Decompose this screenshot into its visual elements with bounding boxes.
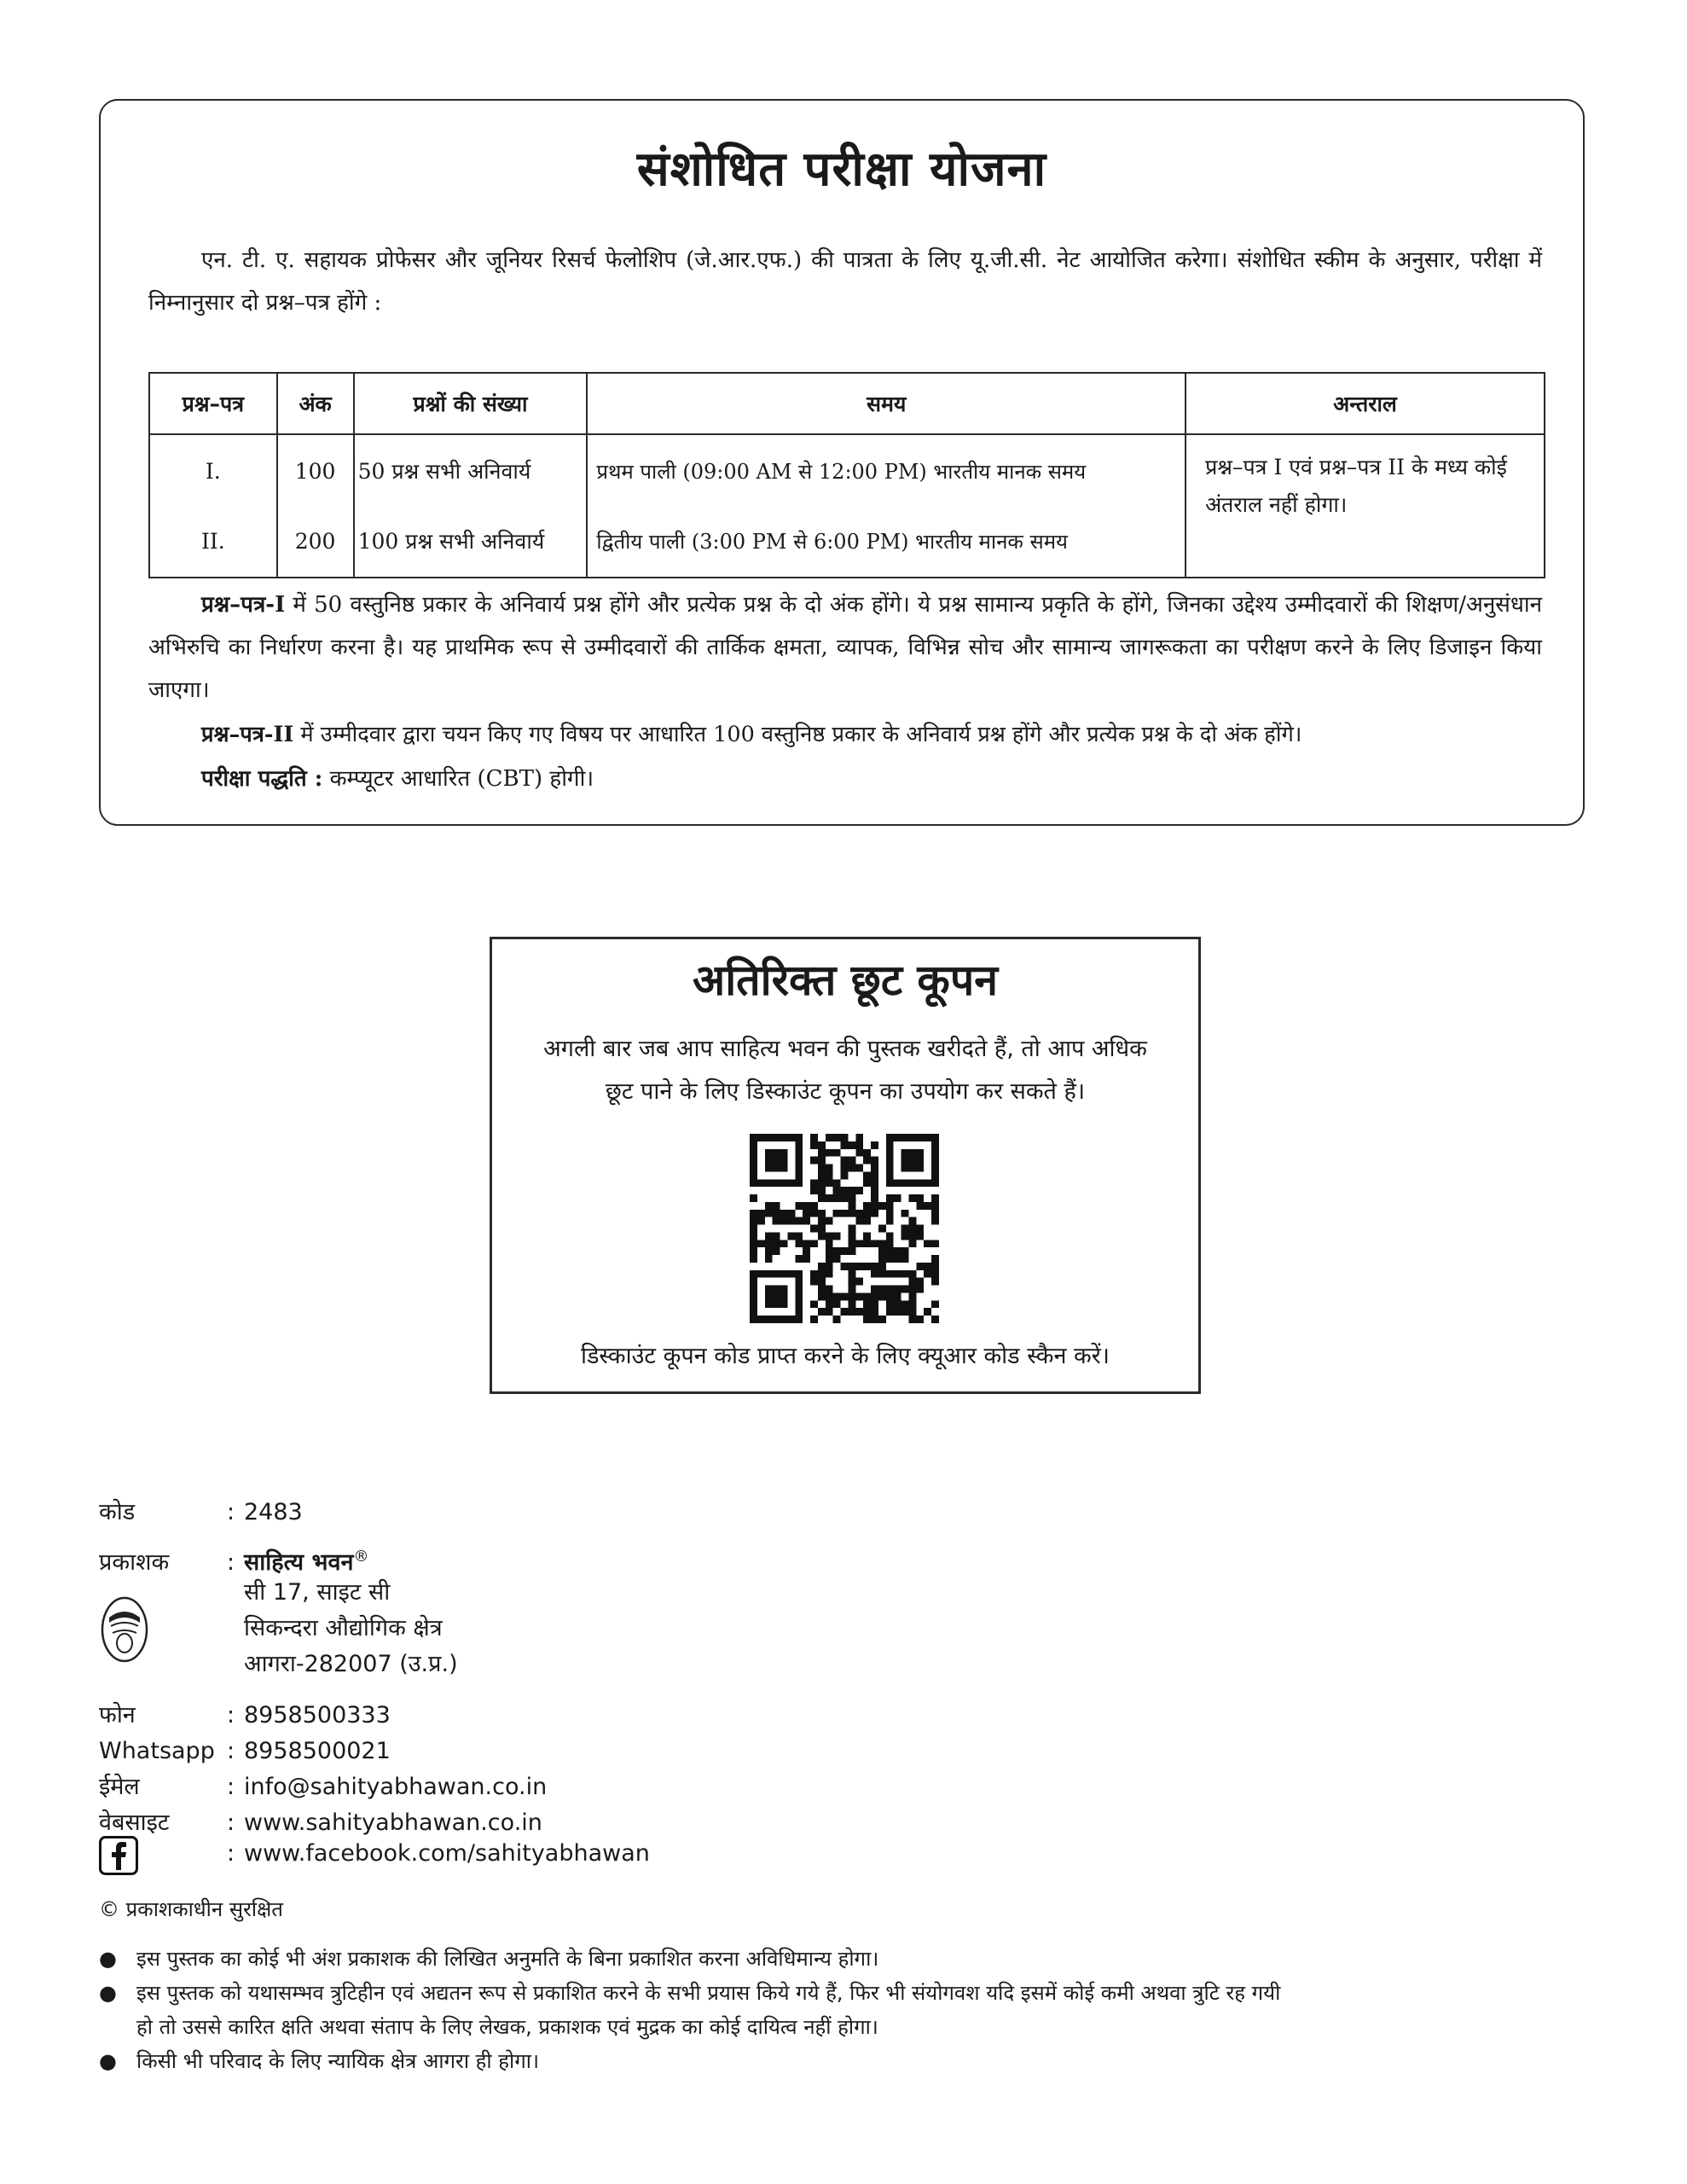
marks-1: 100 bbox=[294, 459, 336, 484]
time-2: द्वितीय पाली (3:00 PM से 6:00 PM) भारतीय मानक समय bbox=[596, 530, 1068, 554]
marks-cell bbox=[277, 434, 354, 578]
website-row: वेबसाइट : www.sahityabhawan.co.in bbox=[99, 1805, 542, 1841]
publisher-logo-icon bbox=[101, 1595, 148, 1664]
publisher-row: प्रकाशक : साहित्य भवन® bbox=[99, 1539, 368, 1581]
address-line-2: सिकन्दरा औद्योगिक क्षेत्र bbox=[244, 1615, 443, 1641]
whatsapp-row: Whatsapp : 8958500021 bbox=[99, 1734, 391, 1769]
notice-item bbox=[99, 1976, 1293, 2044]
header-time: समय bbox=[587, 373, 1186, 434]
scheme-intro: एन. टी. ए. सहायक प्रोफेसर और जूनियर रिसर्च फेलोशिप (जे.आर.एफ.) की पात्रता के लिए यू.जी.सी. नेट आयोजित करेगा। संशोधित स्कीम के अनुसार, परीक्षा में निम्नानुसार दो प्रश्न–पत्र होंगे : bbox=[148, 247, 1542, 316]
header-questions: प्रश्नों की संख्या bbox=[354, 373, 588, 434]
coupon-title: अतिरिक्त छूट कूपन bbox=[693, 956, 998, 1005]
notice-text-1: इस पुस्तक का कोई भी अंश प्रकाशक की लिखित अनुमति के बिना प्रकाशित करना अविधिमान्य होगा। bbox=[136, 1947, 879, 1971]
notice-item bbox=[99, 2044, 1293, 2078]
paper-2: II. bbox=[200, 529, 225, 554]
exam-table bbox=[148, 372, 1545, 578]
paper1-label: प्रश्न–पत्र bbox=[201, 592, 266, 618]
bullet-icon: ● bbox=[99, 1947, 117, 1971]
questions-2: 100 प्रश्न सभी अनिवार्य bbox=[357, 529, 545, 554]
paper2-text: में उम्मीदवार द्वारा चयन किए गए विषय पर आधारित 100 वस्तुनिष्ठ प्रकार के अनिवार्य प्रश्न होंगे और प्रत्येक प्रश्न के दो अंक होंगे। bbox=[293, 722, 1302, 747]
questions-cell bbox=[354, 434, 588, 578]
coupon-caption: डिस्काउंट कूपन कोड प्राप्त करने के लिए क्यूआर कोड स्कैन करें। bbox=[580, 1343, 1110, 1369]
registered-mark: ® bbox=[353, 1548, 369, 1565]
gap-cell: प्रश्न–पत्र I एवं प्रश्न–पत्र II के मध्य कोई अंतराल नहीं होगा। bbox=[1186, 434, 1545, 578]
qr-code[interactable] bbox=[750, 1134, 939, 1323]
paper-1: I. bbox=[205, 459, 221, 484]
email-row: ईमेल : info@sahityabhawan.co.in bbox=[99, 1769, 547, 1805]
website-label: वेबसाइट bbox=[99, 1809, 170, 1836]
email-label: ईमेल bbox=[99, 1774, 140, 1800]
header-paper: प्रश्न–पत्र bbox=[149, 373, 277, 434]
publisher-name: साहित्य भवन bbox=[244, 1549, 354, 1576]
bullet-icon: ● bbox=[99, 2049, 117, 2073]
scheme-title: संशोधित परीक्षा योजना bbox=[636, 142, 1047, 197]
table-header-row bbox=[149, 373, 1545, 434]
code-label: कोड bbox=[99, 1499, 136, 1525]
email-link[interactable]: info@sahityabhawan.co.in bbox=[244, 1774, 548, 1800]
discount-coupon-box bbox=[490, 937, 1201, 1394]
marks-2: 200 bbox=[294, 529, 336, 554]
mode-label: परीक्षा पद्धति : bbox=[201, 766, 323, 792]
paper-cell bbox=[149, 434, 277, 578]
bullet-icon: ● bbox=[99, 1981, 117, 2005]
paper2-description bbox=[148, 713, 1542, 756]
notice-text-2: इस पुस्तक को यथासम्भव त्रुटिहीन एवं अद्यतन रूप से प्रकाशित करने के सभी प्रयास किये गये हैं, फिर भी संयोगवश यदि इसमें कोई कमी अथवा त्रुटि रह गयी हो तो उससे कारित क्षति अथवा संताप के लिए लेखक, प्रकाशक एवं मुद्रक का कोई दायित्व नहीं होगा। bbox=[136, 1981, 1281, 2039]
table-row bbox=[149, 434, 1545, 578]
code-row: कोड : 2483 bbox=[99, 1495, 303, 1531]
paper2-suffix: -II bbox=[264, 722, 294, 747]
whatsapp-value[interactable]: 8958500021 bbox=[244, 1738, 391, 1764]
time-1: प्रथम पाली (09:00 AM से 12:00 PM) भारतीय मानक समय bbox=[596, 460, 1087, 484]
phone-row: फोन : 8958500333 bbox=[99, 1698, 391, 1734]
facebook-row: : www.facebook.com/sahityabhawan bbox=[227, 1840, 650, 1867]
code-value: 2483 bbox=[244, 1499, 303, 1525]
whatsapp-label: Whatsapp bbox=[99, 1738, 215, 1764]
publisher-label: प्रकाशक bbox=[99, 1549, 170, 1576]
phone-value[interactable]: 8958500333 bbox=[244, 1702, 391, 1728]
paper1-description bbox=[148, 584, 1542, 712]
paper2-label: प्रश्न–पत्र bbox=[201, 722, 264, 747]
facebook-link[interactable]: www.facebook.com/sahityabhawan bbox=[244, 1840, 650, 1867]
notice-text-3: किसी भी परिवाद के लिए न्यायिक क्षेत्र आगरा ही होगा। bbox=[136, 2049, 540, 2073]
notice-item bbox=[99, 1942, 1293, 1976]
time-cell bbox=[587, 434, 1186, 578]
phone-label: फोन bbox=[99, 1702, 136, 1728]
exam-scheme-box bbox=[99, 99, 1585, 826]
coupon-text: अगली बार जब आप साहित्य भवन की पुस्तक खरीदते हैं, तो आप अधिक छूट पाने के लिए डिस्काउंट कूपन का उपयोग कर सकते हैं। bbox=[543, 1036, 1147, 1105]
mode-text: कम्प्यूटर आधारित (CBT) होगी। bbox=[322, 766, 594, 792]
header-gap: अन्तराल bbox=[1186, 373, 1545, 434]
header-marks: अंक bbox=[277, 373, 354, 434]
address-line-3: आगरा-282007 (उ.प्र.) bbox=[244, 1651, 458, 1677]
exam-mode bbox=[148, 758, 1542, 800]
paper1-suffix: -I bbox=[265, 592, 286, 618]
website-link[interactable]: www.sahityabhawan.co.in bbox=[244, 1809, 542, 1836]
paper1-text: में 50 वस्तुनिष्ठ प्रकार के अनिवार्य प्रश्न होंगे और प्रत्येक प्रश्न के दो अंक होंगे। ये प्रश्न सामान्य प्रकृति के होंगे, जिनका उद्देश्य उम्मीदवारों की शिक्षण/अनुसंधान अभिरुचि का निर्धारण करना है। यह प्राथमिक रूप से उम्मीदवारों की तार्किक क्षमता, व्यापक, विभिन्न सोच और सामान्य जागरूकता का परीक्षण करने के लिए डिजाइन किया जाएगा। bbox=[148, 592, 1542, 703]
address-line-1: सी 17, साइट सी bbox=[244, 1579, 391, 1606]
copyright-line: © प्रकाशकाधीन सुरक्षित bbox=[99, 1897, 283, 1921]
questions-1: 50 प्रश्न सभी अनिवार्य bbox=[357, 459, 531, 484]
